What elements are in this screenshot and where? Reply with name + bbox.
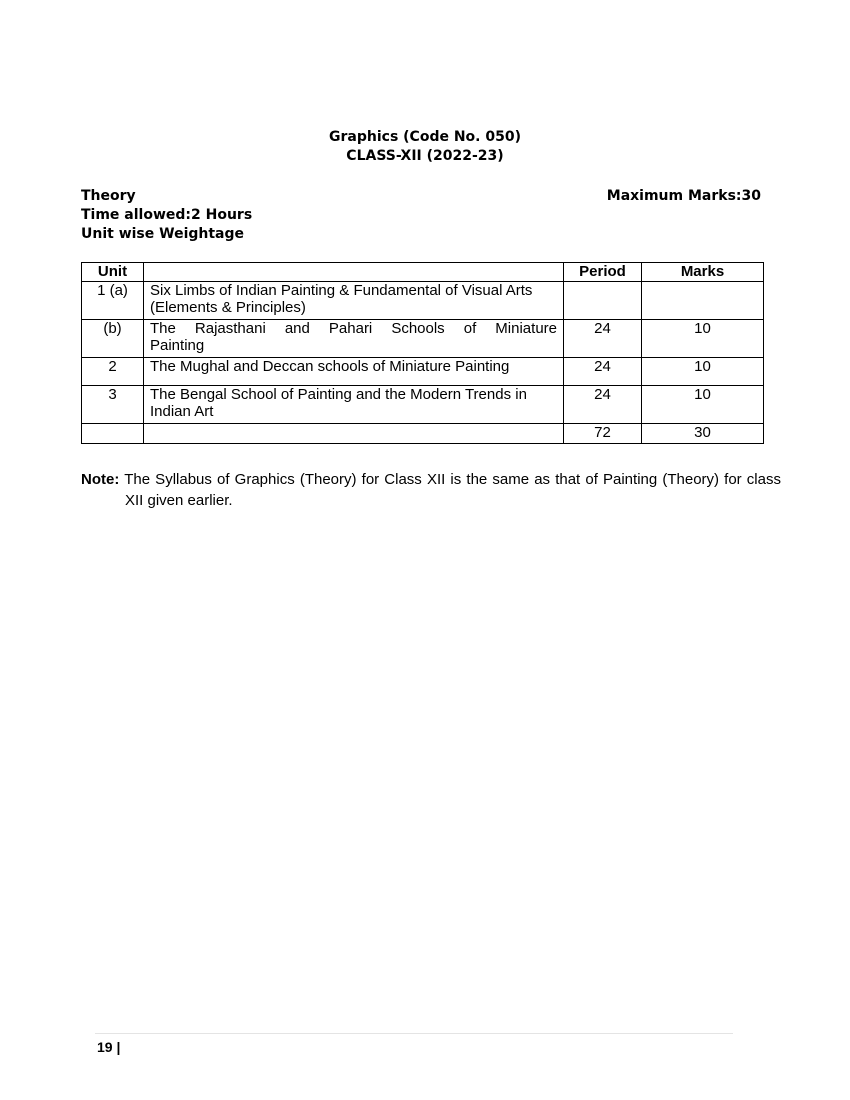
header-description bbox=[144, 263, 564, 282]
unit-cell: 3 bbox=[82, 386, 144, 424]
table-total-row bbox=[82, 424, 764, 444]
description-cell bbox=[144, 424, 564, 444]
unit-cell bbox=[82, 424, 144, 444]
description-cell: The Bengal School of Painting and the Modern Trends in Indian Art bbox=[144, 386, 564, 424]
table-row bbox=[82, 320, 764, 358]
note-text: The Syllabus of Graphics (Theory) for Class XII is the same as that of Painting (Theory) for class XII given earlier. bbox=[119, 471, 781, 509]
marks-cell bbox=[642, 282, 764, 320]
marks-cell: 10 bbox=[642, 386, 764, 424]
period-cell: 24 bbox=[564, 358, 642, 386]
page-number: 19 | bbox=[97, 1039, 121, 1055]
description-cell: The Mughal and Deccan schools of Miniature Painting bbox=[144, 358, 564, 386]
document-title: Graphics (Code No. 050) bbox=[329, 129, 521, 145]
unit-cell: 2 bbox=[82, 358, 144, 386]
header-period: Period bbox=[564, 263, 642, 282]
period-cell bbox=[564, 282, 642, 320]
unit-cell: (b) bbox=[82, 320, 144, 358]
description-cell bbox=[144, 320, 564, 358]
document-subtitle: CLASS-XII (2022-23) bbox=[346, 148, 504, 164]
time-allowed-label: Time allowed:2 Hours bbox=[81, 207, 253, 223]
header-marks: Marks bbox=[642, 263, 764, 282]
period-cell: 24 bbox=[564, 320, 642, 358]
header-unit: Unit bbox=[82, 263, 144, 282]
theory-label: Theory bbox=[81, 188, 136, 204]
total-marks-cell: 30 bbox=[642, 424, 764, 444]
description-line-1: The Rajasthani and Pahari Schools of Miniature bbox=[150, 320, 557, 337]
unit-weightage-table bbox=[81, 262, 764, 444]
marks-cell: 10 bbox=[642, 320, 764, 358]
total-period-cell: 72 bbox=[564, 424, 642, 444]
period-cell: 24 bbox=[564, 386, 642, 424]
marks-cell: 10 bbox=[642, 358, 764, 386]
table-row bbox=[82, 386, 764, 424]
note-label: Note: bbox=[81, 471, 120, 488]
table-header-row bbox=[82, 263, 764, 282]
table-row bbox=[82, 358, 764, 386]
weightage-label: Unit wise Weightage bbox=[81, 226, 245, 242]
footer-divider bbox=[95, 1033, 733, 1034]
note-paragraph bbox=[81, 469, 781, 511]
max-marks-label: Maximum Marks:30 bbox=[606, 188, 761, 204]
unit-cell: 1 (a) bbox=[82, 282, 144, 320]
table-row bbox=[82, 282, 764, 320]
description-line-2: Painting bbox=[150, 337, 205, 354]
description-cell: Six Limbs of Indian Painting & Fundamental of Visual Arts (Elements & Principles) bbox=[144, 282, 564, 320]
